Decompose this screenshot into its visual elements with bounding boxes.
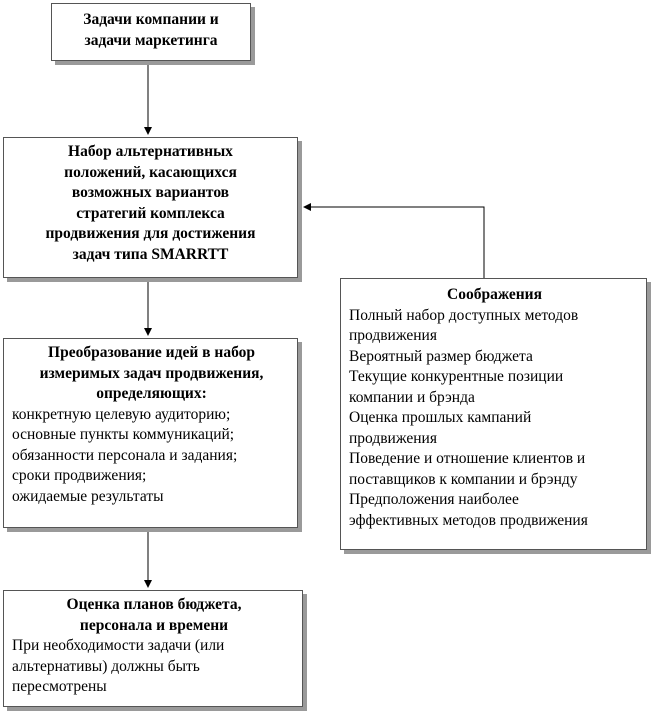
alternatives-box [3,137,298,278]
list-item: ожидаемые результаты [12,487,164,505]
list-item: Оценка прошлых кампаний [349,409,532,426]
list-item: продвижения [349,429,437,447]
list-item: При необходимости задачи (или [12,637,225,654]
transform-title: Преобразование идей в набор измеримых задач продвижения, определяющих: [39,344,264,402]
list-item: компании и брэнда [349,388,475,406]
transform-box [3,338,298,528]
list-item: эффективных методов продвижения [349,511,588,529]
list-item: сроки продвижения; [12,467,147,484]
list-item: поставщиков к компании и брэнду [349,470,578,488]
list-item: пересмотрены [12,678,107,695]
list-item: Вероятный размер бюджета [349,347,533,365]
company-goals-title: Задачи компании и задачи маркетинга [83,11,219,49]
evaluation-title: Оценка планов бюджета, персонала и времени [66,596,242,634]
list-item: продвижения [349,327,437,344]
list-item: Предположения наиболее [349,491,519,508]
evaluation-box [3,590,303,707]
considerations-box [340,278,647,550]
arrow-considerations-to-alternatives [304,207,484,278]
list-item: Поведение и отношение клиентов и [349,450,586,467]
alternatives-title: Набор альтернативных положений, касающихся возможных вариантов стратегий комплекса продвижения для достижения задач типа SMARRTT [45,143,256,263]
list-item: Текущие конкурентные позиции [349,368,564,385]
list-item: альтернативы) должны быть [12,657,200,675]
company-goals-box [51,3,251,61]
list-item: обязанности персонала и задания; [12,446,238,464]
list-item: основные пункты коммуникаций; [12,426,235,443]
list-item: Полный набор доступных методов [349,306,579,324]
list-item: конкретную целевую аудиторию; [12,405,231,423]
considerations-title: Соображения [447,286,542,303]
